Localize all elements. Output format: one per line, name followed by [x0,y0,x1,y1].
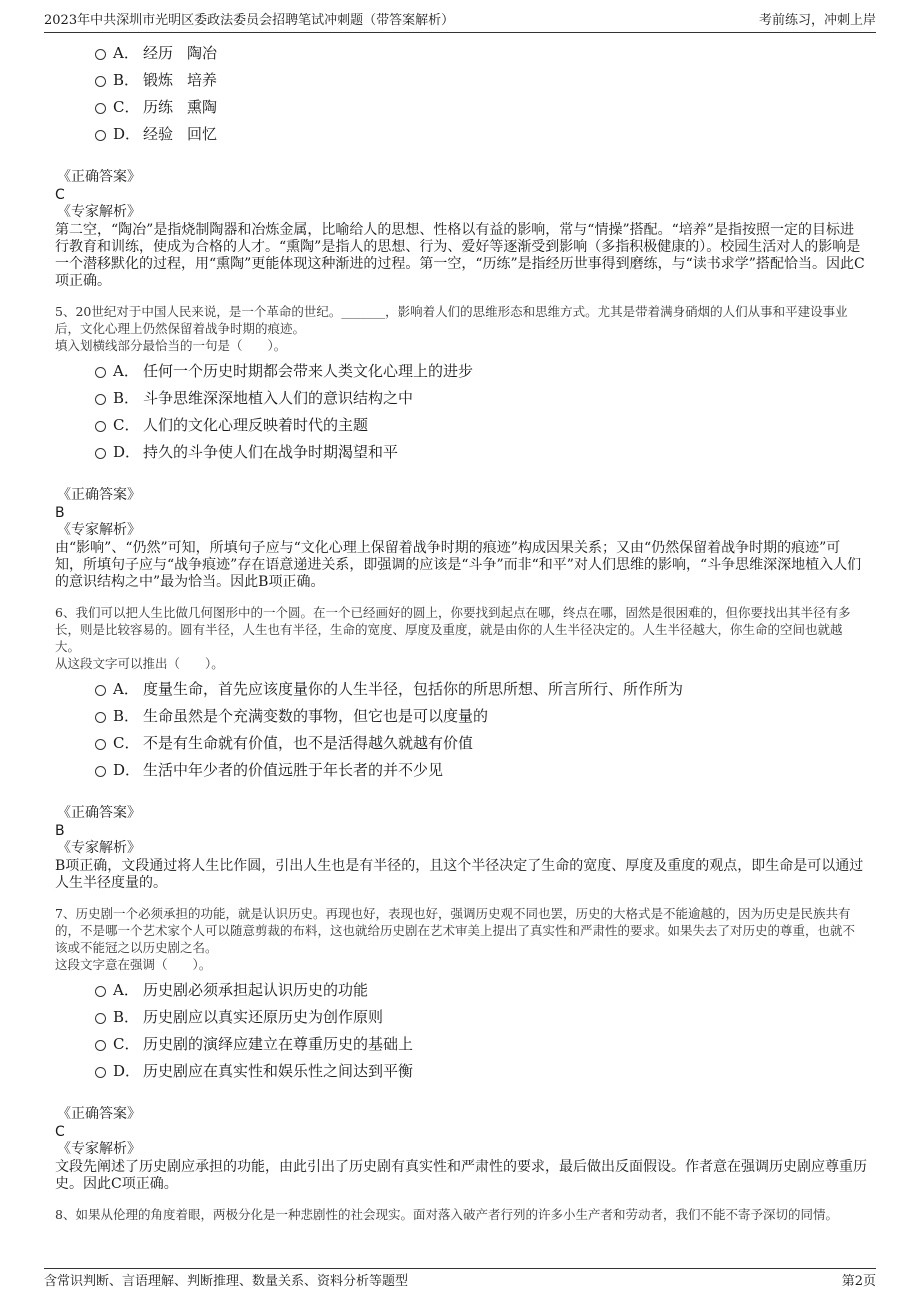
radio-icon[interactable] [95,103,106,114]
footer-topics: 含常识判断、言语理解、判断推理、数量关系、资料分析等题型 [44,1274,409,1289]
radio-icon[interactable] [95,685,106,696]
q5-stem: 5、20世纪对于中国人民来说，是一个革命的世纪。_______，影响着人们的思维形态和思维方式。尤其是带着满身硝烟的人们从事和平建设事业后，文化心理上仍然保留着战争时期的痕迹。 [55,304,848,336]
q5-answer-label: 《正确答案》 [57,487,141,503]
q5-explanation-label: 《专家解析》 [57,522,141,538]
q7-option-d[interactable]: D． 历史剧应在真实性和娱乐性之间达到平衡 [95,1058,867,1085]
q7-stem: 7、历史剧一个必须承担的功能，就是认识历史。再现也好，表现也好，强调历史观不同也罢，历史的大格式是不能逾越的，因为历史是民族共有的，不是哪一个艺术家个人可以随意剪裁的布料，这也就给历史剧在艺术审美上提出了真实性和严肃性的要求。如果失去了对历史的尊重，也就不该或不能冠之以历史剧之名。 [55,906,856,955]
q4-options [55,40,867,148]
q6-option-a[interactable]: A． 度量生命，首先应该度量你的人生半径，包括你的所思所想、所言所行、所作所为 [95,676,867,703]
q6-explanation: B项正确，文段通过将人生比作圆，引出人生也是有半径的，且这个半径决定了生命的宽度、厚度及重度的观点，即生命是可以通过人生半径度量的。 [55,858,864,891]
q7-option-b[interactable]: B． 历史剧应以真实还原历史为创作原则 [95,1004,867,1031]
q5-option-d[interactable]: D． 持久的斗争使人们在战争时期渴望和平 [95,439,867,466]
q5-options [55,358,867,466]
page-number: 第2页 [841,1274,876,1289]
radio-icon[interactable] [95,394,106,405]
q5-explanation: 由“影响”、“仍然”可知，所填句子应与“文化心理上保留着战争时期的痕迹”构成因果关系；又由“仍然保留着战争时期的痕迹”可知，所填句子应与“战争痕迹”存在语意递进关系，即强调的应该是“斗争”而非“和平”对人们思维的影响，“斗争思维深深地植入人们的意识结构之中”最为恰当。因此B项正确。 [55,540,862,590]
radio-icon[interactable] [95,1013,106,1024]
q6-option-b[interactable]: B． 生命虽然是个充满变数的事物，但它也是可以度量的 [95,703,867,730]
q5-option-c[interactable]: C． 人们的文化心理反映着时代的主题 [95,412,867,439]
document-title: 2023年中共深圳市光明区委政法委员会招聘笔试冲刺题（带答案解析） [44,13,455,28]
radio-icon[interactable] [95,1067,106,1078]
q7-explanation-label: 《专家解析》 [57,1141,141,1157]
q7-option-c[interactable]: C． 历史剧的演绎应建立在尊重历史的基础上 [95,1031,867,1058]
q6-answer-label: 《正确答案》 [57,805,141,821]
q5-answer: B [55,505,65,521]
radio-icon[interactable] [95,130,106,141]
radio-icon[interactable] [95,76,106,87]
q6-options [55,676,867,784]
q4-explanation: 第二空，“陶冶”是指烧制陶器和冶炼金属，比喻给人的思想、性格以有益的影响，常与“情操”搭配。“培养”是指按照一定的目标进行教育和训练，使成为合格的人才。“熏陶”是指人的思想、行为、爱好等逐渐受到影响（多指积极健康的）。校园生活对人的影响是一个潜移默化的过程，用“熏陶”更能体现这种渐进的过程。第一空，“历练”是指经历世事得到磨练，与“读书求学”搭配恰当。因此C项正确。 [55,222,865,289]
q7-option-a[interactable]: A． 历史剧必须承担起认识历史的功能 [95,977,867,1004]
radio-icon[interactable] [95,448,106,459]
q7-prompt: 这段文字意在强调（ ）。 [55,957,212,972]
q5-option-a[interactable]: A． 任何一个历史时期都会带来人类文化心理上的进步 [95,358,867,385]
page-header [44,10,876,33]
radio-icon[interactable] [95,367,106,378]
radio-icon[interactable] [95,766,106,777]
q6-prompt: 从这段文字可以推出（ ）。 [55,656,224,671]
radio-icon[interactable] [95,1040,106,1051]
page-footer [44,1268,876,1293]
q4-explanation-label: 《专家解析》 [57,204,141,220]
q5-option-b[interactable]: B． 斗争思维深深地植入人们的意识结构之中 [95,385,867,412]
q7-options [55,977,867,1085]
q4-option-d[interactable]: D． 经验 回忆 [95,121,867,148]
radio-icon[interactable] [95,49,106,60]
q6-answer: B [55,823,65,839]
q4-answer: C [55,187,65,203]
radio-icon[interactable] [95,986,106,997]
radio-icon[interactable] [95,739,106,750]
q4-option-b[interactable]: B． 锻炼 培养 [95,67,867,94]
q6-stem: 6、我们可以把人生比做几何图形中的一个圆。在一个已经画好的圆上，你要找到起点在哪，终点在哪，固然是很困难的，但你要找出其半径有多长，则是比较容易的。圆有半径，人生也有半径，生命的宽度、厚度及重度，就是由你的人生半径决定的。人生半径越大，你生命的空间也就越大。 [55,605,851,654]
q5-prompt: 填入划横线部分最恰当的一句是（ ）。 [55,338,287,353]
radio-icon[interactable] [95,421,106,432]
header-slogan: 考前练习，冲刺上岸 [758,13,876,28]
q4-option-c[interactable]: C． 历练 熏陶 [95,94,867,121]
q7-answer-label: 《正确答案》 [57,1106,141,1122]
page-content [55,40,867,1223]
q4-answer-label: 《正确答案》 [57,169,141,185]
q6-option-d[interactable]: D． 生活中年少者的价值远胜于年长者的并不少见 [95,757,867,784]
q6-explanation-label: 《专家解析》 [57,840,141,856]
q4-option-a[interactable]: A． 经历 陶冶 [95,40,867,67]
q7-answer: C [55,1124,65,1140]
q7-explanation: 文段先阐述了历史剧应承担的功能，由此引出了历史剧有真实性和严肃性的要求，最后做出反面假设。作者意在强调历史剧应尊重历史。因此C项正确。 [55,1159,867,1192]
q6-option-c[interactable]: C． 不是有生命就有价值，也不是活得越久就越有价值 [95,730,867,757]
q8-stem: 8、如果从伦理的角度着眼，两极分化是一种悲剧性的社会现实。面对落入破产者行列的许多小生产者和劳动者，我们不能不寄予深切的同情。 [55,1207,838,1222]
radio-icon[interactable] [95,712,106,723]
